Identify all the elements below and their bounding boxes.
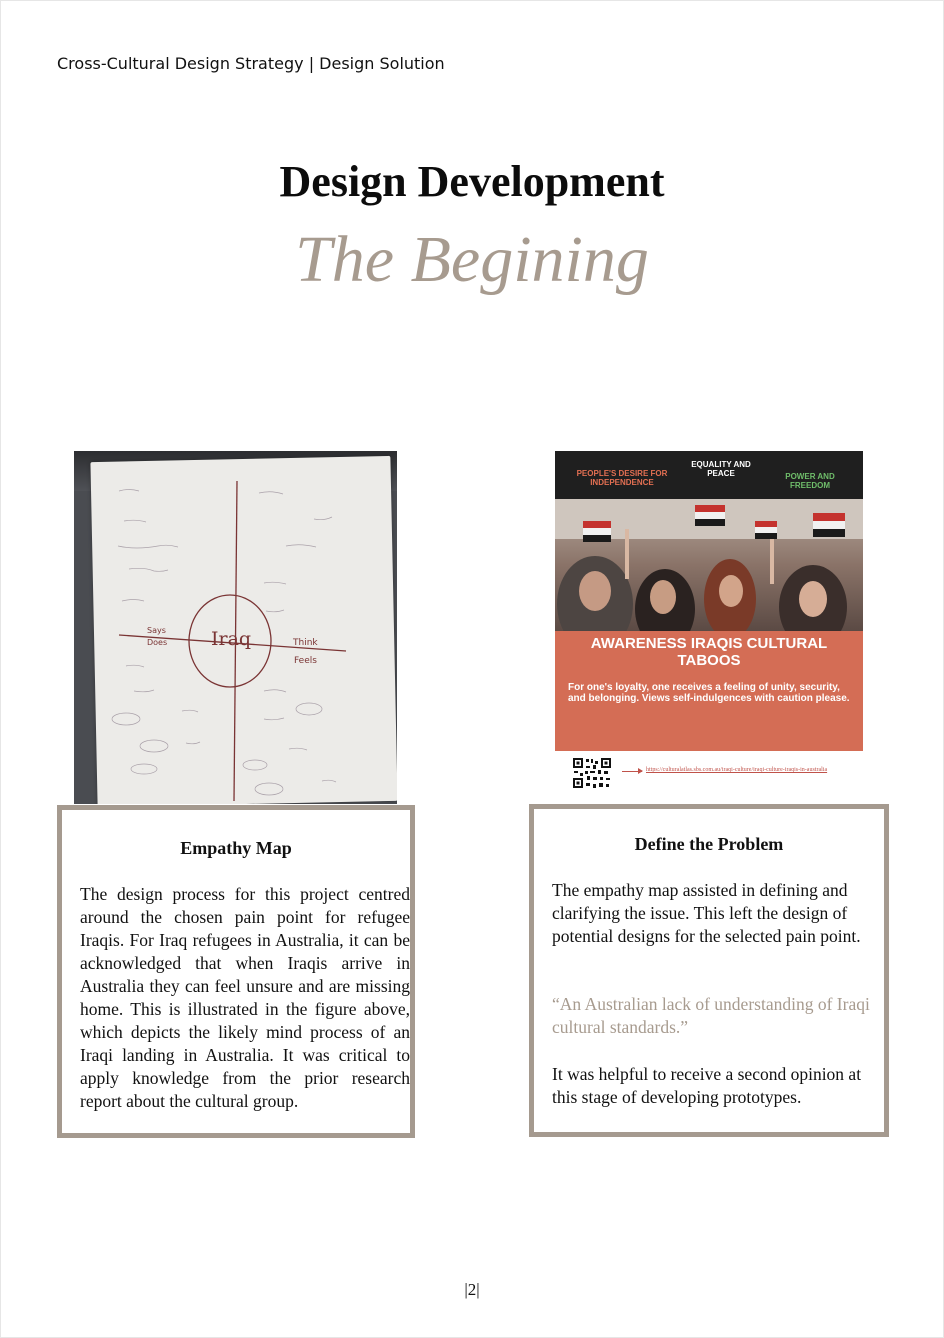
map-label-does: Does bbox=[147, 638, 168, 647]
page-number: |2| bbox=[464, 1280, 480, 1299]
map-label-feels: Feels bbox=[294, 656, 317, 666]
page-title: Design Development bbox=[279, 157, 665, 206]
map-label-says: Says bbox=[147, 626, 166, 635]
map-center-label: Iraq bbox=[211, 628, 252, 650]
arrow-right-icon bbox=[622, 771, 642, 772]
problem-statement-quote: “An Australian lack of understanding of Iraqi cultural standards.” bbox=[552, 994, 870, 1037]
define-problem-heading: Define the Problem bbox=[634, 834, 784, 854]
poster-panel-body: For one's loyalty, one receives a feeling of unity, security, and belonging. Views self-indulgences with caution please. bbox=[568, 682, 850, 704]
empathy-map-box bbox=[57, 805, 415, 1138]
running-header: Cross-Cultural Design Strategy | Design Solution bbox=[57, 54, 445, 73]
empathy-map-drawing bbox=[74, 451, 397, 804]
empathy-map-photo bbox=[74, 451, 397, 804]
poster-panel-title: AWARENESS IRAQIS CULTURAL TABOOS bbox=[590, 635, 828, 669]
empathy-map-text: The design process for this project centred around the chosen pain point for refugee Iraqis. For Iraq refugees in Australia, it can be acknowledged that when Iraqis arrive in Australia they can feel unsure and are missing home. This is illustrated in the figure above, which depicts the likely mind process of an Iraqi landing in Australia. It was critical to apply knowledge from the prior research report about the cultural group. bbox=[80, 884, 410, 1111]
map-label-think: Think bbox=[293, 638, 318, 648]
define-problem-text: The empathy map assisted in defining and clarifying the issue. This left the design of potential designs for the selected pain point. bbox=[552, 880, 861, 946]
qr-code-icon bbox=[572, 757, 612, 789]
page-subtitle: The Begining bbox=[295, 223, 649, 296]
poster-top-middle-text: EQUALITY AND PEACE bbox=[691, 460, 751, 478]
define-problem-box bbox=[529, 804, 889, 1137]
empathy-map-heading: Empathy Map bbox=[180, 838, 292, 858]
poster-crowd-photo bbox=[555, 499, 863, 631]
poster-top-left-text: PEOPLE'S DESIRE FOR INDEPENDENCE bbox=[576, 469, 668, 487]
culture-atlas-link[interactable]: https://culturalatlas.sbs.com.au/iraqi-culture/iraqi-culture-iraqis-in-australia bbox=[646, 767, 828, 773]
poster-top-right-text: POWER AND FREEDOM bbox=[785, 472, 835, 490]
second-opinion-text: It was helpful to receive a second opinion at this stage of developing prototypes. bbox=[552, 1064, 862, 1107]
awareness-poster bbox=[555, 451, 863, 751]
